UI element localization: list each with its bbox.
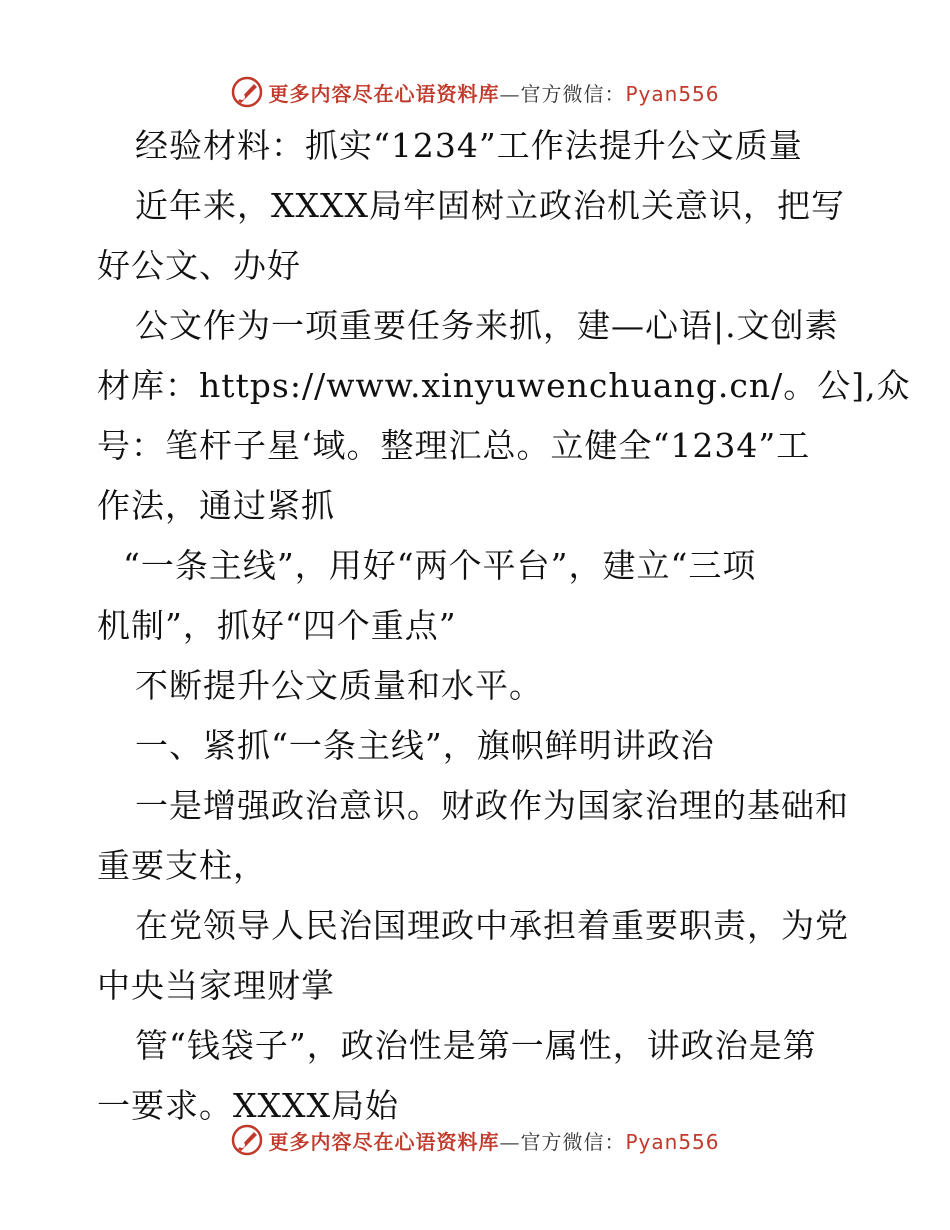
- footer-wechat-id: Pyan556: [625, 1129, 720, 1154]
- section-heading: 一、紧抓“一条主线”，旗帜鲜明讲政治: [135, 726, 715, 765]
- footer-sep: —: [499, 1129, 521, 1154]
- header-brand: 更多内容尽在心语资料库: [268, 81, 500, 106]
- paragraph-line: 好公文、办好: [97, 246, 301, 285]
- header-wechat-id: Pyan556: [625, 81, 720, 106]
- document-title: 经验材料：抓实“1234”工作法提升公文质量: [135, 126, 803, 165]
- paragraph-line: 作法，通过紧抓: [97, 486, 335, 525]
- paragraph-line: 管“钱袋子”，政治性是第一属性，讲政治是第: [135, 1026, 817, 1065]
- paragraph-line: 机制”，抓好“四个重点”: [97, 606, 457, 645]
- footer-brand: 更多内容尽在心语资料库: [268, 1129, 500, 1154]
- paragraph-line: 材库：https://www.xinyuwenchuang.cn/。公],众: [97, 366, 911, 405]
- header-sep: —: [499, 81, 521, 106]
- paragraph-line: 近年来，XXXX局牢固树立政治机关意识，把写: [135, 186, 845, 225]
- paragraph-line: 公文作为一项重要任务来抓，建—心语|.文创素: [135, 306, 839, 345]
- paragraph-line: 中央当家理财掌: [97, 966, 335, 1005]
- header-text: [268, 78, 719, 107]
- header-banner: [0, 72, 950, 112]
- paragraph-line: 重要支柱，: [97, 846, 267, 885]
- paragraph-line: 在党领导人民治国理政中承担着重要职责，为党: [135, 906, 849, 945]
- footer-contact-label: 官方微信：: [520, 1129, 626, 1154]
- paragraph-line: 不断提升公文质量和水平。: [135, 666, 543, 705]
- paragraph-line: 号：笔杆子星‘域。整理汇总。立健全“1234”工: [97, 426, 811, 465]
- paragraph-line: 一是增强政治意识。财政作为国家治理的基础和: [135, 786, 849, 825]
- pen-logo-icon: [230, 1123, 264, 1157]
- footer-text: [268, 1126, 719, 1155]
- header-contact-label: 官方微信：: [520, 81, 626, 106]
- document-body: [97, 116, 911, 1136]
- footer-banner: [0, 1120, 950, 1160]
- paragraph-line: 一要求。XXXX局始: [97, 1086, 399, 1125]
- paragraph-line: “一条主线”，用好“两个平台”，建立“三项: [123, 546, 757, 585]
- pen-logo-icon: [230, 75, 264, 109]
